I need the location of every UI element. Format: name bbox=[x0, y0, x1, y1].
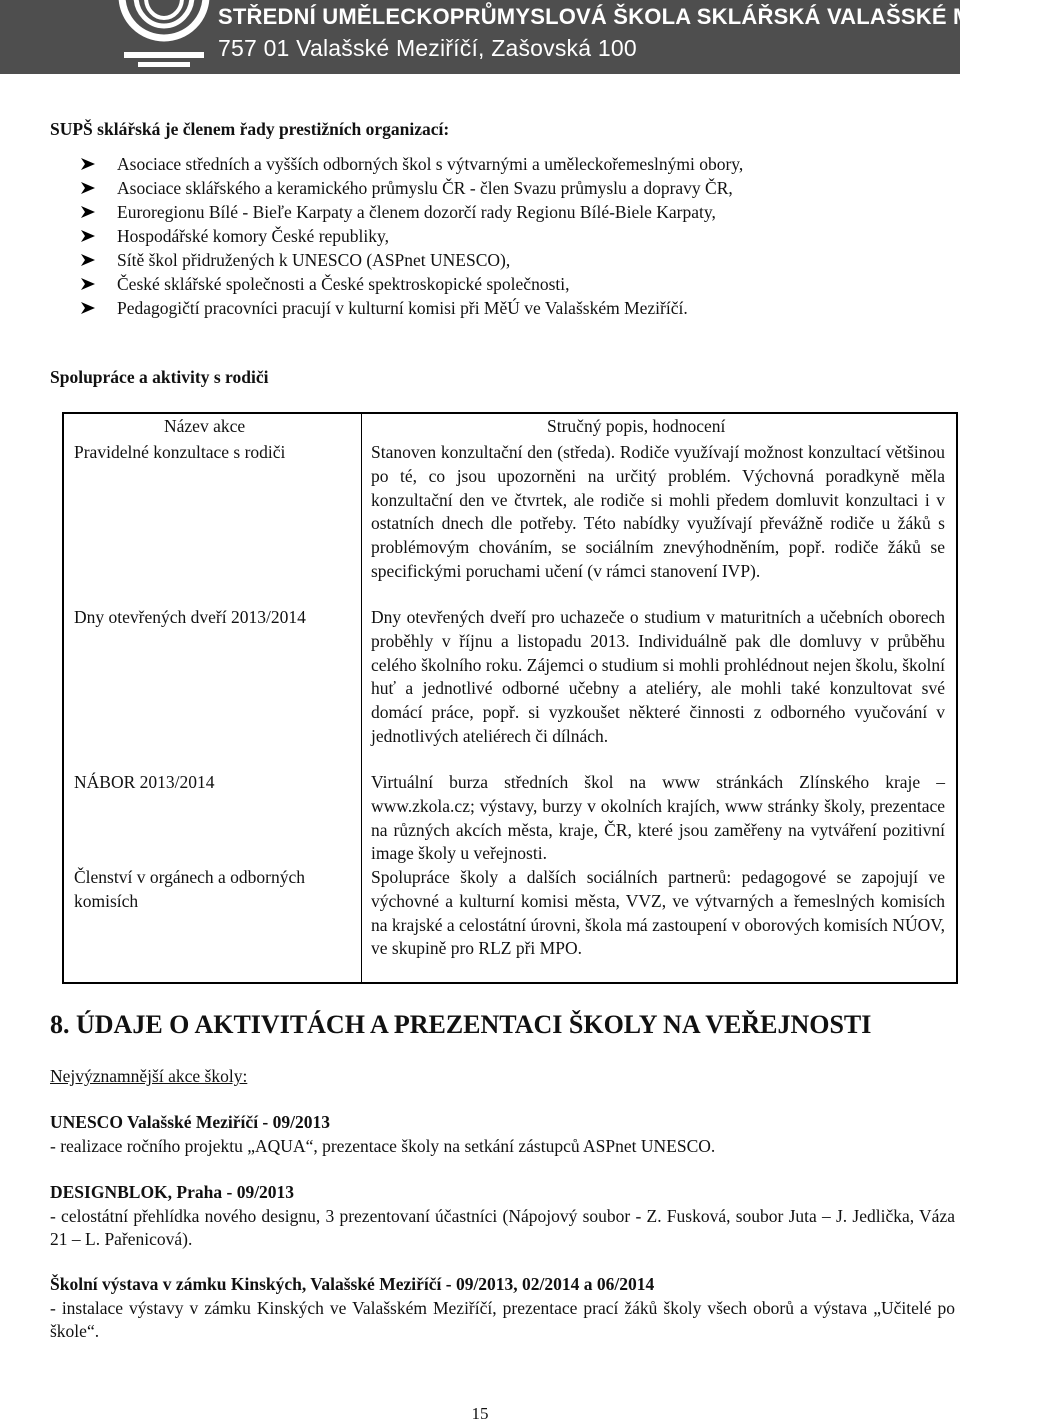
arrow-bullet-icon bbox=[80, 253, 96, 267]
list-item-text: Asociace středních a vyšších odborných škol s výtvarnými a uměleckořemeslnými obory, bbox=[117, 154, 744, 174]
arrow-bullet-icon bbox=[80, 301, 96, 315]
table-header-name: Název akce bbox=[164, 416, 246, 436]
table-row-name: Členství v orgánech a odborných komisích bbox=[74, 867, 306, 911]
table-row-description: Dny otevřených dveří pro uchazeče o studium v maturitních a učebních oborech proběhly v říjnu a listopadu 2013. Individuálně pak dle domluvy v průběhu celého školního roku. Zájemci o studium si mohli prohlédnout nejen školu, školní huť a jednotlivé odborné učebny a ateliéry, ale mohli také konzultovat své domácí práce, popř. si vyzkoušet některé činnosti z odborného vyučování v jednotlivých ateliérech či dílnách. bbox=[371, 607, 945, 746]
section-title: 8. ÚDAJE O AKTIVITÁCH A PREZENTACI ŠKOLY NA VEŘEJNOSTI bbox=[50, 1010, 872, 1039]
table-row-description: Stanoven konzultační den (středa). Rodiče využívají možnost konzultací většinou po té, co jsou upozorněni na určitý problém. Výchovná poradkyně měla konzultační den ve čtvrtek, ale rodiče si mohli předem domluvit konzultaci i v ostatních dnech dle potřeby. Této nabídky využívají převážně rodiče u žáků s problémovým chováním, se sociálním znevýhodněním, popř. rodiče žáků se specifickými poruchami učení (v rámci stanovení IVP). bbox=[371, 442, 945, 581]
table-row-name: Dny otevřených dveří 2013/2014 bbox=[74, 607, 306, 627]
list-item-text: Hospodářské komory České republiky, bbox=[117, 226, 390, 246]
arrow-bullet-icon bbox=[80, 277, 96, 291]
list-item-text: Sítě škol přidružených k UNESCO (ASPnet UNESCO), bbox=[117, 250, 511, 270]
event-description: - instalace výstavy v zámku Kinských ve Valašském Meziříčí, prezentace prací žáků školy všech oborů a výstava „Učitelé po škole“. bbox=[50, 1298, 955, 1341]
table-row-description: Virtuální burza středních škol na www stránkách Zlínského kraje – www.zkola.cz; výstavy, burzy v okolních krajích, www stránky školy, prezentace na různých akcích města, kraje, ČR, které jsou zaměřeny na vytváření pozitivní image školy u veřejnosti. bbox=[371, 772, 945, 864]
list-item-text: České sklářské společnosti a České spektroskopické společnosti, bbox=[117, 274, 570, 294]
event-description: - realizace ročního projektu „AQUA“, prezentace školy na setkání zástupců ASPnet UNESCO. bbox=[50, 1136, 716, 1156]
list-item bbox=[80, 297, 743, 321]
arrow-bullet-icon bbox=[80, 229, 96, 243]
event-title: UNESCO Valašské Meziříčí - 09/2013 bbox=[50, 1112, 330, 1132]
table-row-description: Spolupráce školy a dalších sociálních partnerů: pedagogové se zapojují ve výchovné a kulturní komisi města, VVZ, ve výtvarných a řemeslných komisích na krajské a celostátní úrovni, škola má zastoupení v oborových komisích NÚOV, ve skupině pro RLZ při MPO. bbox=[371, 867, 945, 959]
event-title: DESIGNBLOK, Praha - 09/2013 bbox=[50, 1182, 295, 1202]
event-description: - celostátní přehlídka nového designu, 3 prezentovaní účastníci (Nápojový soubor - Z. Fusková, soubor Juta – J. Jedlička, Váza 21 – L. Pařenicová). bbox=[50, 1206, 955, 1249]
arrow-bullet-icon bbox=[80, 181, 96, 195]
cooperation-heading: Spolupráce a aktivity s rodiči bbox=[50, 367, 269, 387]
school-logo-icon bbox=[108, 0, 220, 74]
event-title: Školní výstava v zámku Kinských, Valašské Meziříčí - 09/2013, 02/2014 a 06/2014 bbox=[50, 1274, 655, 1294]
list-item-text: Euroregionu Bílé - Bieľe Karpaty a členem dozorčí rady Regionu Bílé-Biele Karpaty, bbox=[117, 202, 716, 222]
school-address: 757 01 Valašské Meziříčí, Zašovská 100 bbox=[218, 35, 637, 61]
table-column-divider bbox=[361, 412, 362, 984]
list-item bbox=[80, 153, 743, 177]
letterhead bbox=[0, 0, 1051, 74]
list-item bbox=[80, 249, 743, 273]
school-name: STŘEDNÍ UMĚLECKOPRŮMYSLOVÁ ŠKOLA SKLÁŘSKÁ VALAŠSKÉ MEZIŘÍČÍ bbox=[218, 4, 1051, 29]
list-item bbox=[80, 273, 743, 297]
section-subheading: Nejvýznamnější akce školy: bbox=[50, 1066, 248, 1086]
page-number: 15 bbox=[471, 1404, 489, 1423]
list-item bbox=[80, 177, 743, 201]
list-item-text: Pedagogičtí pracovníci pracují v kulturní komisi při MěÚ ve Valašském Meziříčí. bbox=[117, 298, 688, 318]
list-item bbox=[80, 201, 743, 225]
arrow-bullet-icon bbox=[80, 157, 96, 171]
table-header-description: Stručný popis, hodnocení bbox=[547, 416, 726, 436]
membership-heading: SUPŠ sklářská je členem řady prestižních organizací: bbox=[50, 119, 450, 139]
membership-list bbox=[80, 153, 743, 321]
table-row-name: NÁBOR 2013/2014 bbox=[74, 772, 215, 792]
arrow-bullet-icon bbox=[80, 205, 96, 219]
table-row-name: Pravidelné konzultace s rodiči bbox=[74, 442, 286, 462]
list-item bbox=[80, 225, 743, 249]
list-item-text: Asociace sklářského a keramického průmyslu ČR - člen Svazu průmyslu a dopravy ČR, bbox=[117, 178, 733, 198]
